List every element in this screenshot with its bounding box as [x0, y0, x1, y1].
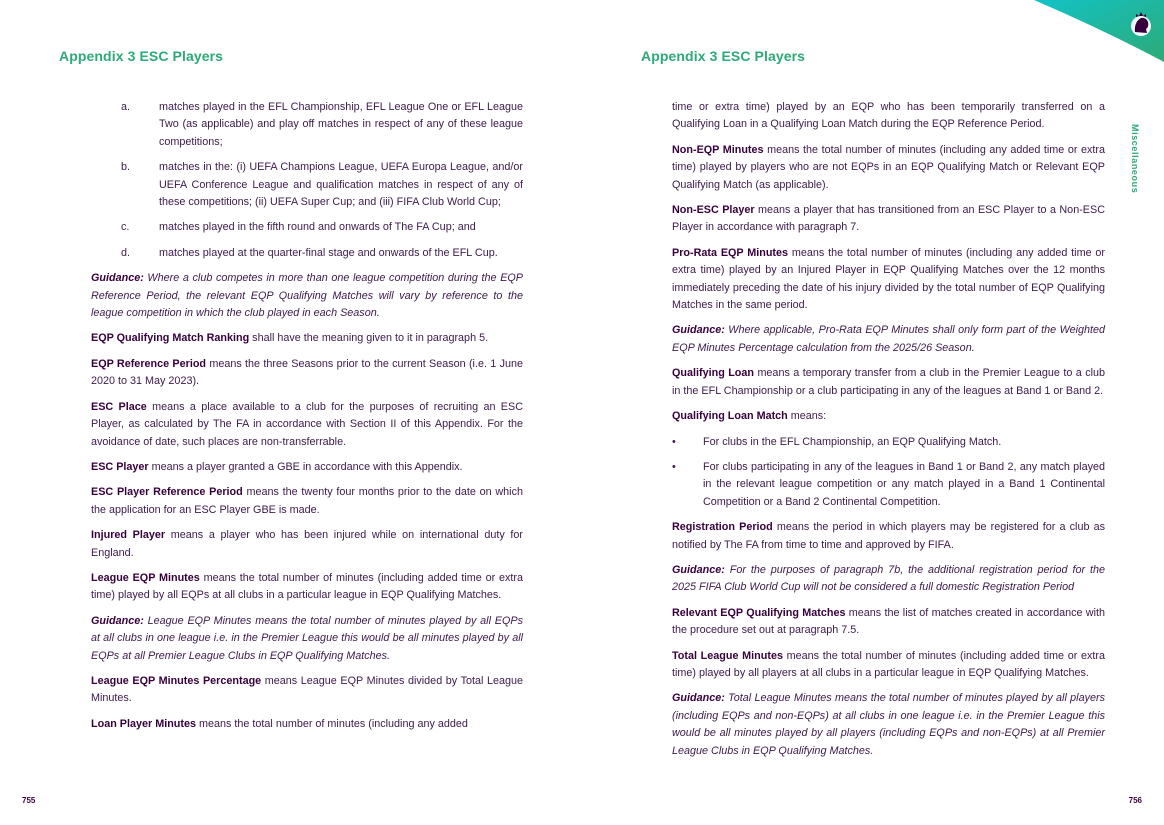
bullet-item: [672, 434, 1105, 451]
definition-term: Qualifying Loan Match: [672, 410, 788, 423]
guidance-label: Guidance:: [672, 324, 725, 337]
definition-paragraph: [672, 202, 1105, 237]
guidance-paragraph: [91, 270, 523, 322]
definition-term: ESC Player Reference Period: [91, 486, 243, 499]
page-number: 756: [1128, 796, 1142, 805]
guidance-label: Guidance:: [672, 692, 725, 705]
definition-paragraph: [672, 605, 1105, 640]
definition-paragraph: [672, 142, 1105, 194]
definition-paragraph: [672, 365, 1105, 400]
definition-paragraph: [91, 673, 523, 708]
list-item: [91, 219, 523, 236]
definition-text: means the total number of minutes (including added time or extra time) played by all players at all clubs in a particular league in EQP Qualifying Matches.: [672, 649, 1105, 679]
definition-term: Non-EQP Minutes: [672, 143, 764, 156]
bullet-dot: •: [672, 435, 676, 448]
definition-term: Qualifying Loan: [672, 367, 755, 380]
definition-paragraph: [91, 570, 523, 605]
list-text: matches played in the fifth round and onwards of The FA Cup; and: [159, 221, 476, 234]
guidance-paragraph: [672, 562, 1105, 597]
definition-paragraph: [91, 527, 523, 562]
definition-text: means a player granted a GBE in accordance with this Appendix.: [148, 460, 463, 473]
guidance-text: Where a club competes in more than one league competition during the EQP Reference Period, the relevant EQP Qualifying Matches will vary by reference to the league competition in which the club played in each Season.: [91, 272, 523, 320]
definition-term: ESC Place: [91, 400, 147, 413]
guidance-text: For the purposes of paragraph 7b, the additional registration period for the 2025 FIFA Club World Cup will not be considered a full domestic Registration Period: [672, 563, 1105, 594]
definition-term: League EQP Minutes: [91, 571, 200, 584]
definition-term: Relevant EQP Qualifying Matches: [672, 606, 846, 619]
list-marker: d.: [121, 246, 131, 259]
definition-term: League EQP Minutes Percentage: [91, 674, 262, 687]
definition-text: means a place available to a club for the purposes of recruiting an ESC Player, as calculated by The FA in accordance with Section II of this Appendix. For the avoidance of date, such places are non-transferrable.: [91, 400, 524, 448]
match-list: [91, 99, 523, 262]
list-marker: c.: [121, 221, 130, 234]
definition-paragraph: [91, 399, 523, 451]
list-text: matches played in the EFL Championship, EFL League One or EFL League Two (as applicable) and play off matches in respect of any of these league competitions;: [159, 101, 523, 148]
list-marker: b.: [121, 161, 131, 174]
left-page-heading: Appendix 3 ESC Players: [59, 48, 224, 64]
definition-term: Injured Player: [91, 529, 166, 542]
definition-term: Non-ESC Player: [672, 204, 755, 217]
definition-term: EQP Reference Period: [91, 357, 207, 370]
definition-text: means a temporary transfer from a club in the Premier League to a club in the EFL Championship or a club participating in any of the leagues at Band 1 or Band 2.: [672, 367, 1106, 397]
definition-paragraph: [91, 356, 523, 391]
guidance-text: Total League Minutes means the total number of minutes played by all players (including EQPs and non-EQPs) at all clubs in one league i.e. in the Premier League this would be all minutes played by all players (including EQPs and non-EQPs) at all Premier League Clubs in EQP Qualifying Matches.: [672, 692, 1105, 757]
bullet-text: For clubs participating in any of the leagues in Band 1 or Band 2, any match played in the relevant league competition or any match played in a Band 1 Continental Competition or a Band 2 Continental Competition.: [703, 460, 1105, 508]
list-marker: a.: [121, 101, 131, 113]
definition-paragraph: [91, 459, 523, 476]
definition-term: ESC Player: [91, 460, 149, 473]
guidance-label: Guidance:: [91, 614, 144, 627]
guidance-text: League EQP Minutes means the total number of minutes played by all EQPs at all clubs in one league i.e. in the Premier League this would be all minutes played by all EQPs at all Premier League Clubs in EQP Qualifying Matches.: [91, 614, 523, 662]
definition-paragraph: [672, 519, 1105, 554]
section-side-tab: Miscellaneous: [1130, 124, 1140, 194]
definition-text: means the total number of minutes (including any added: [196, 717, 468, 730]
definition-term: Total League Minutes: [672, 649, 783, 662]
definition-paragraph: [672, 648, 1105, 683]
bullet-text: For clubs in the EFL Championship, an EQP Qualifying Match.: [703, 435, 1002, 448]
guidance-paragraph: [672, 690, 1105, 760]
guidance-paragraph: [91, 613, 523, 665]
definition-text: shall have the meaning given to it in paragraph 5.: [249, 332, 489, 345]
definition-text: means:: [787, 410, 827, 423]
list-item: [91, 99, 523, 151]
definition-paragraph: [91, 484, 523, 519]
guidance-paragraph: [672, 322, 1105, 357]
definition-paragraph: [91, 330, 523, 347]
list-item: [91, 245, 523, 262]
page-number: 755: [22, 796, 36, 805]
right-page-body: [672, 99, 1105, 768]
guidance-label: Guidance:: [91, 272, 144, 285]
definition-text: means a player who has been injured while on international duty for England.: [91, 529, 523, 559]
definition-paragraph: [672, 408, 1105, 425]
definition-paragraph: [672, 245, 1105, 315]
definition-text: means League EQP Minutes divided by Total League Minutes.: [91, 674, 524, 705]
guidance-label: Guidance:: [672, 563, 725, 576]
definition-text: means the three Seasons prior to the current Season (i.e. 1 June 2020 to 31 May 2023).: [91, 357, 523, 388]
definition-term: Pro-Rata EQP Minutes: [672, 246, 789, 259]
bullet-dot: •: [672, 460, 676, 473]
definition-text: means a player that has transitioned from an ESC Player to a Non-ESC Player in accordance with paragraph 7.: [672, 204, 1105, 234]
definition-text: means the total number of minutes (including added time or extra time) played by all EQPs at all clubs in a particular league in EQP Qualifying Matches.: [91, 571, 523, 602]
definition-paragraph: [672, 99, 1105, 134]
list-text: matches played at the quarter-final stage and onwards of the EFL Cup.: [159, 246, 498, 259]
guidance-text: Where applicable, Pro-Rata EQP Minutes shall only form part of the Weighted EQP Minutes Percentage calculation from the 2025/26 Season.: [672, 324, 1105, 354]
definition-term: EQP Qualifying Match Ranking: [91, 332, 250, 345]
definition-text: means the list of matches created in accordance with the procedure set out at paragraph 7.5.: [672, 606, 1106, 637]
right-page-heading: Appendix 3 ESC Players: [641, 48, 806, 64]
definition-text: means the total number of minutes (including any added time or extra time) played by an Injured Player in EQP Qualifying Matches over the 12 months immediately preceding the date of his injury divided by the total number of EQP Qualifying Matches in the same period.: [672, 246, 1105, 312]
definition-text: means the twenty four months prior to the date on which the application for an ESC Player GBE is made.: [91, 486, 523, 516]
corner-decoration: [1014, 0, 1164, 70]
definition-text: time or extra time) played by an EQP who has been temporarily transferred on a Qualifying Loan in a Qualifying Loan Match during the EQP Reference Period.: [672, 101, 1105, 131]
definition-term: Loan Player Minutes: [91, 717, 196, 730]
right-page: [582, 0, 1164, 825]
definition-paragraph: [91, 716, 523, 733]
list-text: matches in the: (i) UEFA Champions League, UEFA Europa League, and/or UEFA Conference League and qualification matches in respect of any of these competitions; (ii) UEFA Super Cup; and (iii) FIFA Club World Cup;: [159, 161, 523, 209]
list-item: [91, 159, 523, 211]
definition-text: means the period in which players may be registered for a club as notified by The FA from time to time and approved by FIFA.: [672, 521, 1105, 551]
definition-text: means the total number of minutes (including any added time or extra time) played by players who are not EQPs in an EQP Qualifying Match or Relevant EQP Qualifying Match (as applicable).: [672, 143, 1105, 191]
bullet-item: [672, 459, 1105, 511]
left-page-body: [91, 99, 523, 741]
loan-match-bullets: [672, 434, 1105, 512]
definition-term: Registration Period: [672, 521, 773, 534]
